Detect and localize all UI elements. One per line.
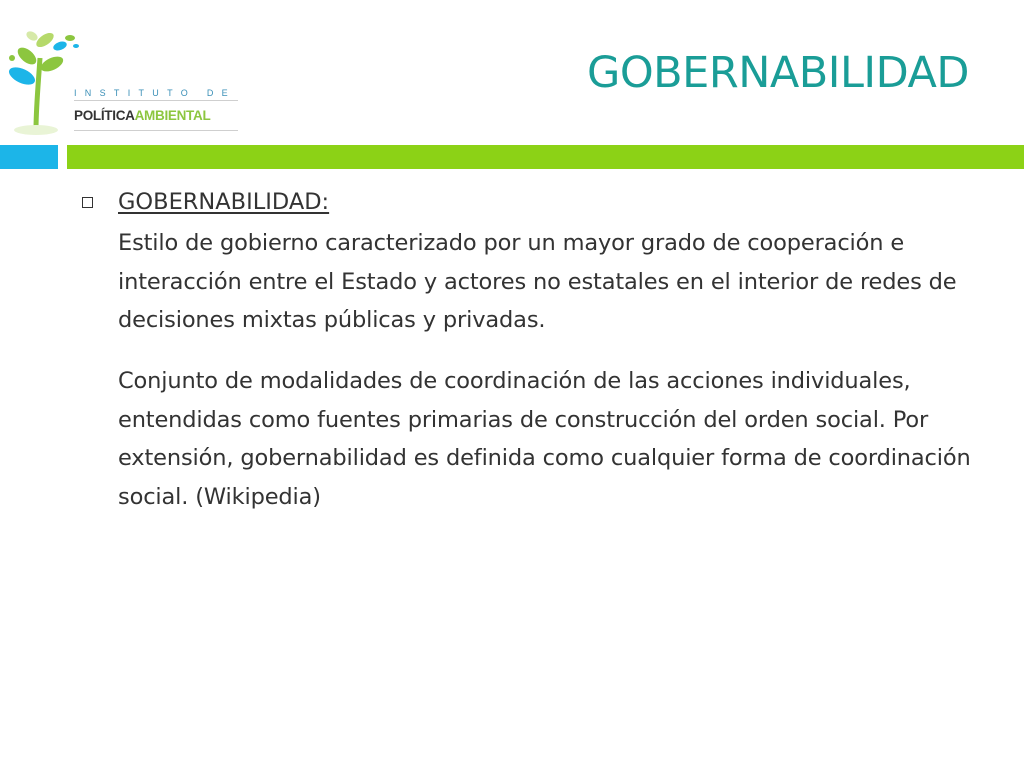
definition-paragraph-1: Estilo de gobierno caracterizado por un mayor grado de cooperación e interacción entre el Estado y actores no estatales en el interior de redes de decisiones mixtas públicas y privadas.	[118, 230, 957, 333]
logo-text-politica-ambiental	[74, 108, 210, 123]
plant-logo-icon	[0, 18, 80, 138]
logo-text-politica: POLÍTICA	[74, 108, 135, 123]
bullet-heading: GOBERNABILIDAD:	[118, 189, 330, 215]
logo-divider	[74, 100, 238, 101]
institute-logo	[0, 18, 245, 138]
definition-paragraph-2: Conjunto de modalidades de coordinación de las acciones individuales, entendidas como fuentes primarias de construcción del orden social. Por extensión, gobernabilidad es definida como cualquier forma de coordinación social. (Wikipedia)	[118, 368, 971, 510]
header-bar-green	[67, 145, 1024, 169]
bullet-item	[82, 182, 992, 222]
logo-text-instituto: INSTITUTO DE	[74, 88, 236, 98]
slide-content	[82, 182, 992, 539]
logo-divider-bottom	[74, 130, 238, 131]
slide-title: GOBERNABILIDAD	[587, 48, 969, 98]
header-bar-blue	[0, 145, 58, 169]
logo-text-ambiental: AMBIENTAL	[134, 108, 211, 123]
square-bullet-icon	[82, 197, 93, 208]
